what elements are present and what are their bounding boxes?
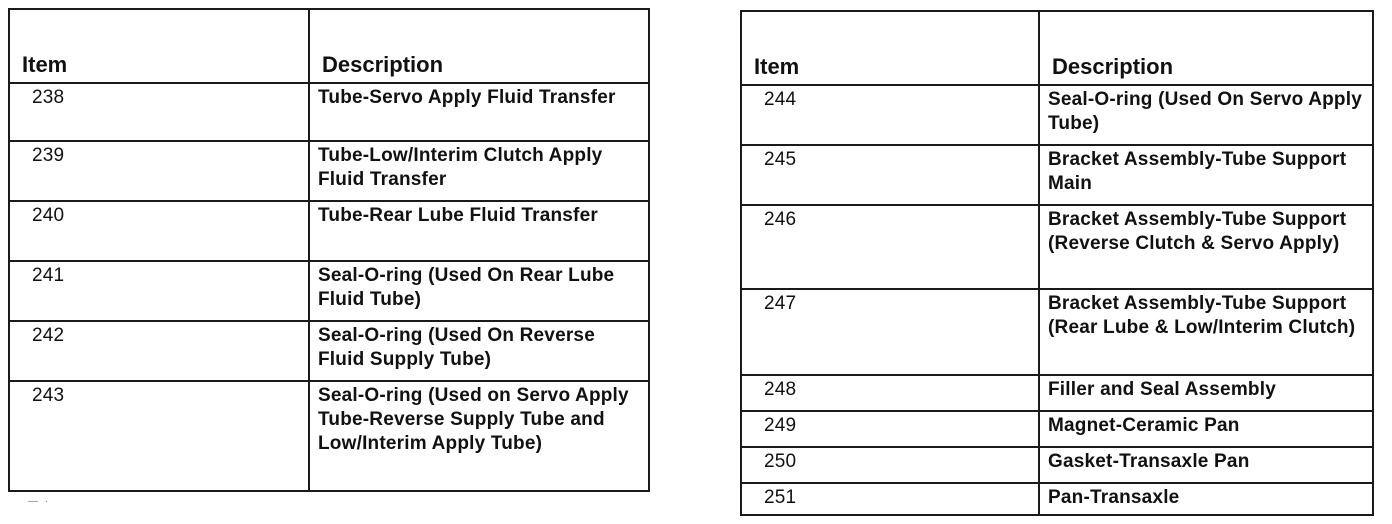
table-row [9,83,649,141]
table-row [9,381,649,491]
item-description: Bracket Assembly-Tube Support Main [1039,145,1373,205]
item-column-header: Item [741,11,1039,85]
item-description: Gasket-Transaxle Pan [1039,447,1373,483]
item-description: Seal-O-ring (Used on Servo Apply Tube-Reverse Supply Tube and Low/Interim Apply Tube) [309,381,649,491]
item-description: Seal-O-ring (Used On Servo Apply Tube) [1039,85,1373,145]
description-column-header: Description [309,9,649,83]
table-row [741,289,1373,375]
item-description: Bracket Assembly-Tube Support (Reverse Clutch & Servo Apply) [1039,205,1373,289]
item-column-header: Item [9,9,309,83]
table-row [741,483,1373,515]
header-row [9,9,649,83]
footer-mark: — · [28,496,51,507]
item-description: Tube-Servo Apply Fluid Transfer [309,83,649,141]
item-description: Seal-O-ring (Used On Rear Lube Fluid Tube) [309,261,649,321]
item-number: 246 [741,205,1039,289]
parts-table-right [740,10,1374,516]
item-description: Pan-Transaxle [1039,483,1373,515]
table-row [9,141,649,201]
item-number: 240 [9,201,309,261]
parts-table-left [8,8,650,492]
item-number: 251 [741,483,1039,515]
table-row [741,411,1373,447]
item-number: 241 [9,261,309,321]
description-column-header: Description [1039,11,1373,85]
item-number: 243 [9,381,309,491]
item-number: 249 [741,411,1039,447]
item-number: 245 [741,145,1039,205]
header-row [741,11,1373,85]
item-number: 250 [741,447,1039,483]
table-row [741,375,1373,411]
table-row [9,261,649,321]
item-number: 238 [9,83,309,141]
table-row [741,145,1373,205]
item-number: 242 [9,321,309,381]
item-number: 247 [741,289,1039,375]
item-description: Tube-Low/Interim Clutch Apply Fluid Transfer [309,141,649,201]
item-description: Filler and Seal Assembly [1039,375,1373,411]
table-row [741,85,1373,145]
item-description: Magnet-Ceramic Pan [1039,411,1373,447]
item-number: 248 [741,375,1039,411]
table-row [9,321,649,381]
item-number: 239 [9,141,309,201]
item-description: Tube-Rear Lube Fluid Transfer [309,201,649,261]
table-row [741,205,1373,289]
item-description: Bracket Assembly-Tube Support (Rear Lube & Low/Interim Clutch) [1039,289,1373,375]
table-row [741,447,1373,483]
item-description: Seal-O-ring (Used On Reverse Fluid Supply Tube) [309,321,649,381]
table-row [9,201,649,261]
item-number: 244 [741,85,1039,145]
